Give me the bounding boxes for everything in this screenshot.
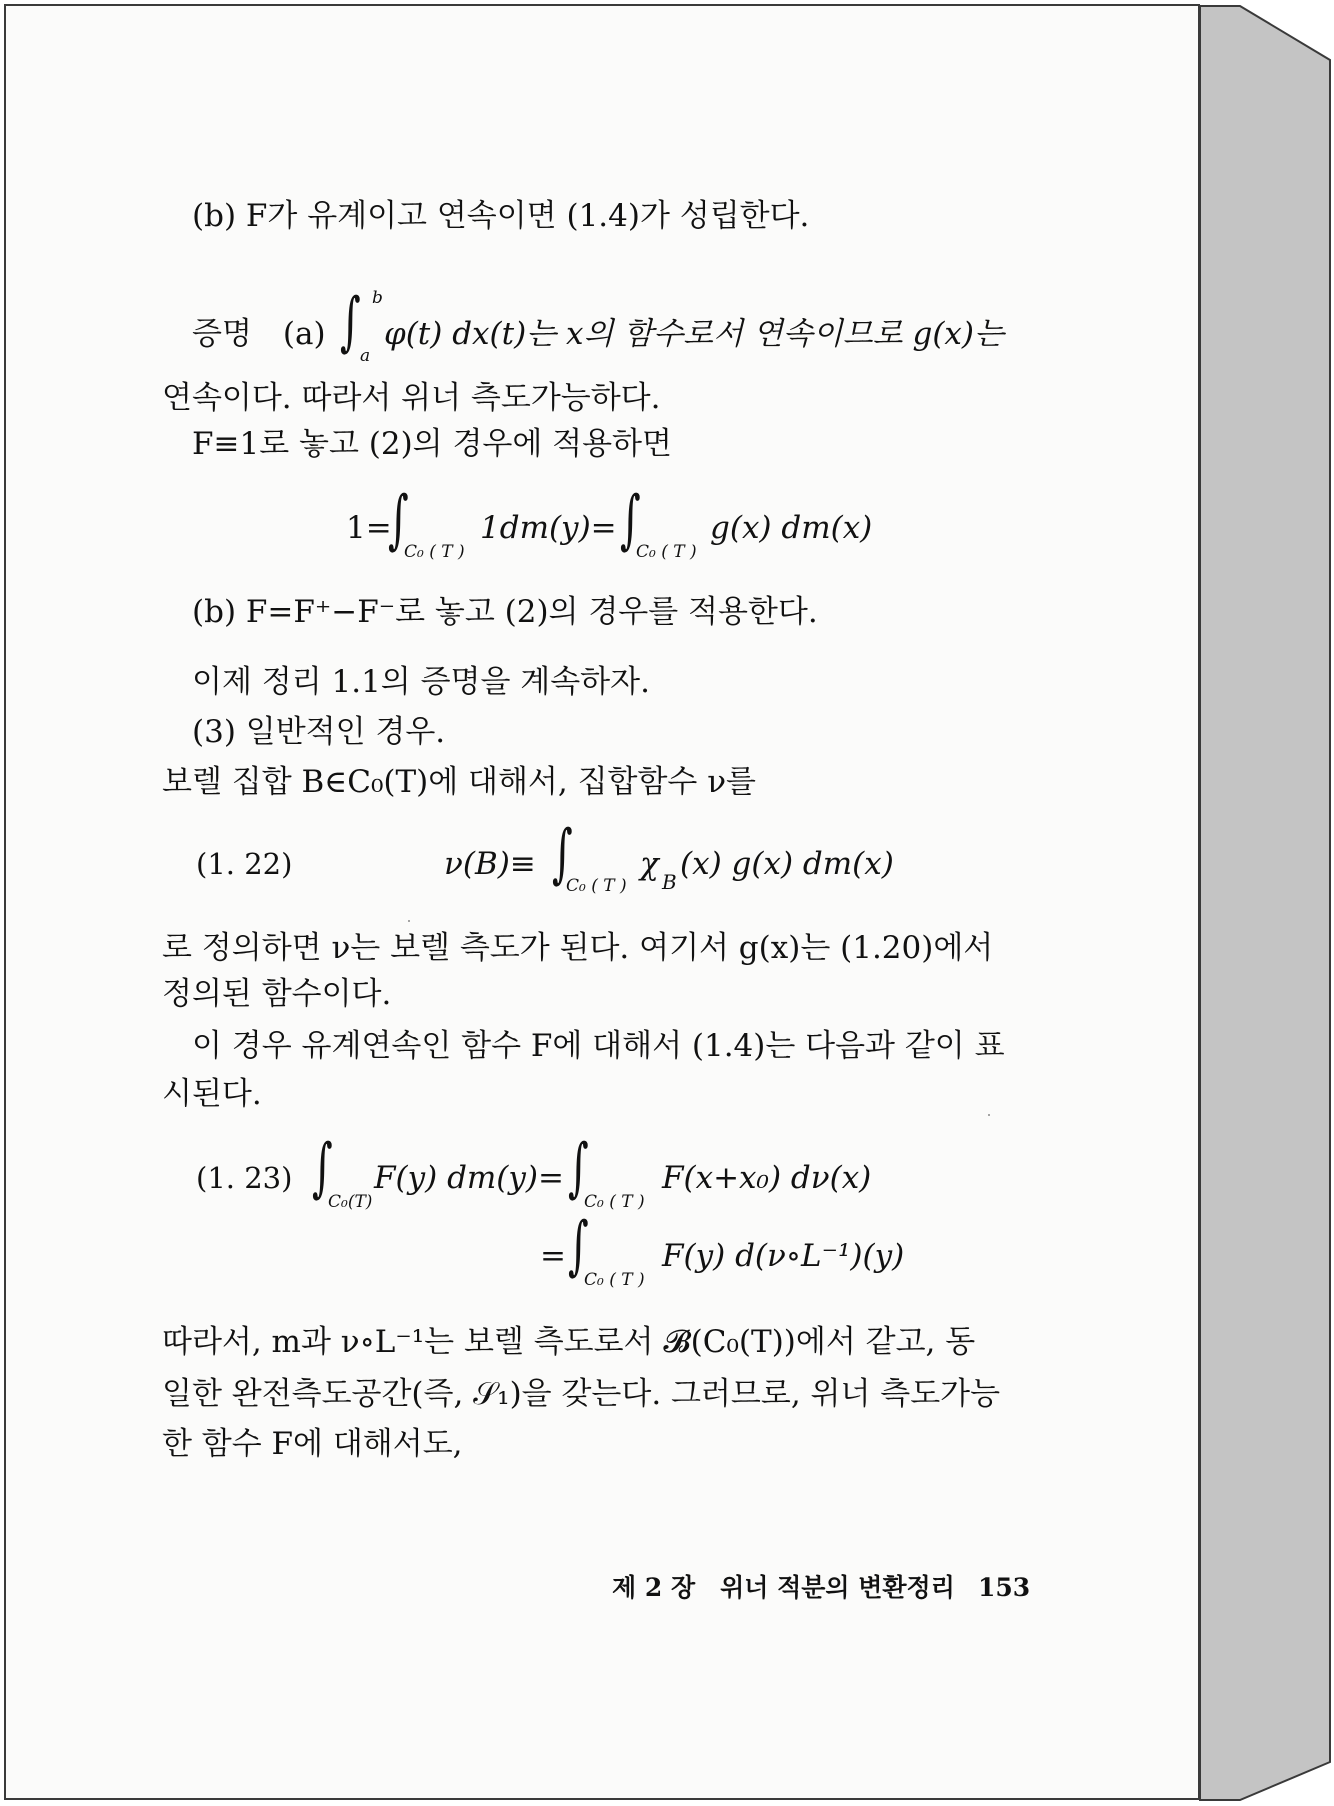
integral-sign-2: ∫ <box>388 483 409 557</box>
eq-a-sub-1: C₀ ( T ) <box>404 542 465 562</box>
text-line-6: (b) F=F⁺−F⁻로 놓고 (2)의 경우를 적용한다. <box>192 594 818 630</box>
eq-122-lhs: ν(B)≡ <box>444 846 536 882</box>
text-line-11: 로 정의하면 ν는 보렐 측도가 된다. 여기서 g(x)는 (1.20)에서 <box>162 930 994 966</box>
text-line-3: 연속이다. 따라서 위너 측도가능하다. <box>162 380 661 416</box>
eq-123-sub-1: C₀(T) <box>328 1192 373 1212</box>
integral-sign-5: ∫ <box>312 1131 333 1205</box>
integral-sign-7: ∫ <box>568 1209 589 1283</box>
eq-123-eq2: = <box>540 1238 566 1274</box>
integral-upper-limit: b <box>372 288 383 308</box>
text-line-19: 한 함수 F에 대해서도, <box>162 1426 463 1462</box>
eq-122-number: (1. 22) <box>196 847 293 881</box>
text-line-2: φ(t) dx(t)는 x의 함수로서 연속이므로 g(x)는 <box>384 316 1004 352</box>
eq-123-rhs2: F(y) d(ν∘L⁻¹)(y) <box>662 1238 905 1274</box>
integral-sign-3: ∫ <box>620 483 641 557</box>
text-line-1: (b) F가 유계이고 연속이면 (1.4)가 성립한다. <box>192 198 810 234</box>
text-line-4: F≡1로 놓고 (2)의 경우에 적용하면 <box>192 426 672 462</box>
eq-122-tail: (x) g(x) dm(x) <box>680 846 894 882</box>
text-line-9: 보렐 집합 B∈C₀(T)에 대해서, 집합함수 ν를 <box>162 764 757 800</box>
paper-speck <box>988 1114 990 1116</box>
text-line-8: (3) 일반적인 경우. <box>192 714 446 750</box>
text-line-12: 정의된 함수이다. <box>162 976 392 1012</box>
eq-123-number: (1. 23) <box>196 1161 293 1195</box>
text-line-14: 시된다. <box>162 1076 262 1112</box>
eq-123-rhs: F(x+x₀) dν(x) <box>662 1160 872 1196</box>
eq-122-chi-sub: B <box>662 870 677 894</box>
page-sheet <box>4 4 1200 1800</box>
eq-123-sub-3: C₀ ( T ) <box>584 1270 645 1290</box>
text-line-17: 따라서, m과 ν∘L⁻¹는 보렐 측도로서 𝓑(C₀(T))에서 같고, 동 <box>162 1324 976 1360</box>
eq-a-rhs: g(x) dm(x) <box>710 510 873 546</box>
eq-a-sub-2: C₀ ( T ) <box>636 542 697 562</box>
text-line-13: 이 경우 유계연속인 함수 F에 대해서 (1.4)는 다음과 같이 표 <box>192 1028 1005 1064</box>
eq-123-sub-2: C₀ ( T ) <box>584 1192 645 1212</box>
text-line-7: 이제 정리 1.1의 증명을 계속하자. <box>192 664 650 700</box>
integral-sign-4: ∫ <box>552 817 573 891</box>
integral-sign-6: ∫ <box>568 1131 589 1205</box>
eq-a-mid: 1dm(y)= <box>480 510 617 546</box>
page-number: 153 <box>978 1573 1031 1602</box>
running-footer-chapter: 제 2 장 위너 적분의 변환정리 <box>612 1573 955 1602</box>
integral-sign-1: ∫ <box>340 285 361 359</box>
eq-123-mid: F(y) dm(y)= <box>374 1160 564 1196</box>
eq-122-chi: χ <box>640 846 659 882</box>
text-line-18: 일한 완전측도공간(즉, 𝒮₁)을 갖는다. 그러므로, 위너 측도가능 <box>162 1376 1001 1412</box>
proof-label: 증명 (a) <box>192 316 326 352</box>
paper-speck <box>408 920 410 922</box>
integral-lower-limit: a <box>360 346 371 366</box>
eq-a-lhs: 1= <box>346 510 392 546</box>
eq-122-sub: C₀ ( T ) <box>566 876 627 896</box>
